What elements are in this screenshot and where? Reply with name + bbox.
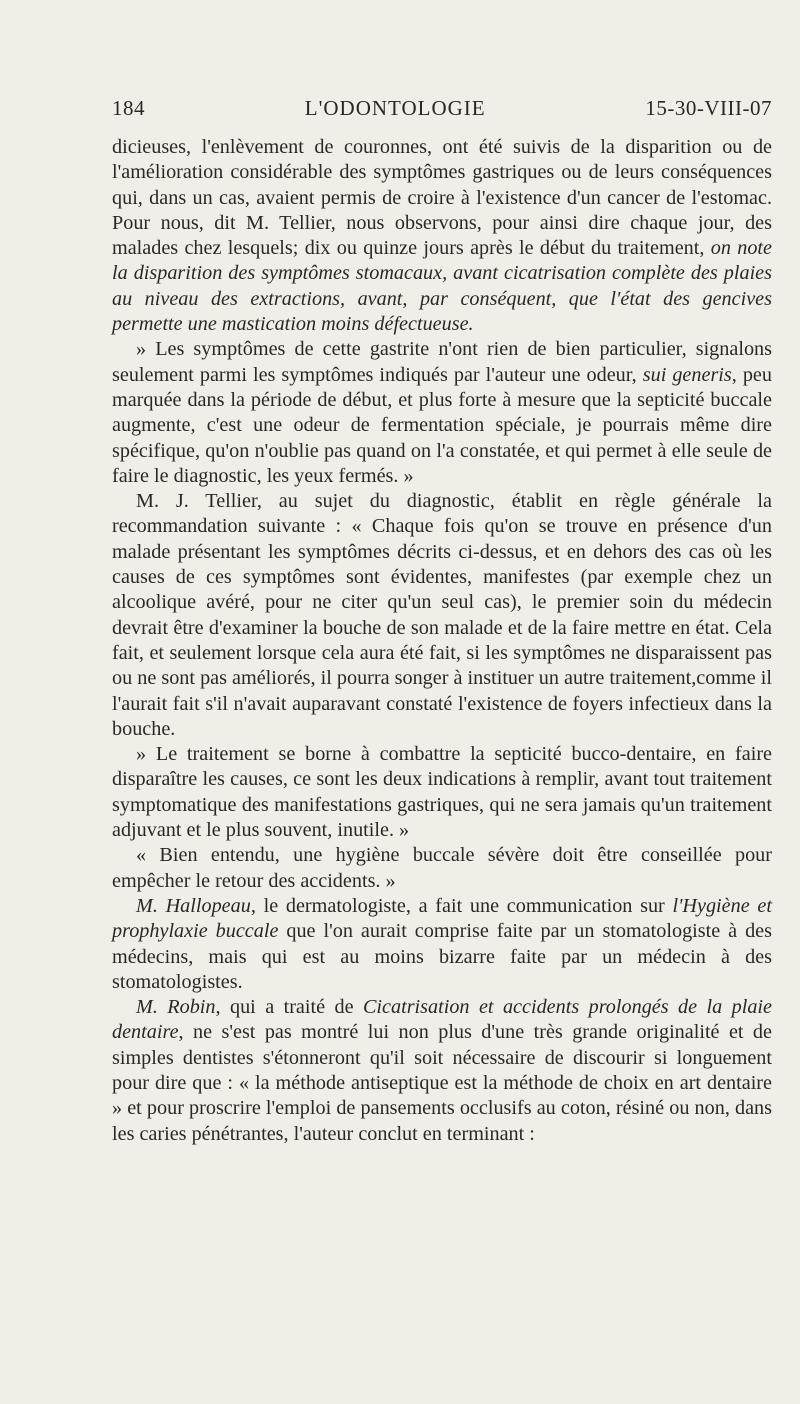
- text-run: , le dermatologiste, a fait une communication sur: [250, 894, 673, 917]
- issue-date: 15-30-VIII-07: [645, 96, 772, 120]
- text-run: » Le traitement se borne à combattre la septicité bucco-dentaire, en faire disparaître les causes, ce sont les deux indications à remplir, avant tout traitement symptomatique des manifestations gastriques, qui ne sera jamais qu'un traitement adjuvant et le plus souvent, inutile. »: [112, 743, 772, 842]
- text-run-italic: sui generis: [642, 363, 732, 386]
- paragraph: [112, 742, 772, 843]
- running-header: [112, 96, 772, 121]
- journal-title: L'ODONTOLOGIE: [304, 96, 486, 120]
- paragraph: [112, 894, 772, 995]
- text-run-italic: l'Hygiène et prophylaxie buccale: [112, 894, 772, 943]
- paragraph: [112, 337, 772, 489]
- page-number: 184: [112, 96, 145, 120]
- text-run: , peu marquée dans la période de début, et plus forte à mesure que la septicité buccale augmente, c'est une odeur de fermentation spéciale, je pourrais même dire spécifique, qu'on n'oublie pas quand on l'a constatée, et qui permet à elle seule de faire le diagnostic, les yeux fermés. »: [112, 363, 772, 487]
- text-run: » Les symptômes de cette gastrite n'ont rien de bien particulier, signalons seulement parmi les symptômes indiqués par l'auteur une odeur,: [112, 338, 772, 386]
- text-run: « Bien entendu, une hygiène buccale sévère doit être conseillée pour empêcher le retour des accidents. »: [112, 844, 772, 892]
- text-run: , ne s'est pas montré lui non plus d'une très grande originalité et de simples dentistes s'étonneront qu'il soit nécessaire de discourir si longuement pour dire que : « la méthode antiseptique est la méthode de choix en art dentaire » et pour proscrire l'emploi de pansements occlusifs au coton, résiné ou non, dans les caries pénétrantes, l'auteur conclut en terminant :: [112, 1021, 772, 1145]
- text-run: que l'on aurait comprise faite par un stomatologiste à des médecins, mais qui est au moins bizarre faite par un médecin à des stomatologistes.: [112, 920, 772, 993]
- paragraph: [112, 135, 772, 337]
- text-run-italic: M. Robin: [136, 996, 216, 1019]
- text-run: M. J. Tellier, au sujet du diagnostic, établit en règle générale la recommandation suivante : « Chaque fois qu'on se trouve en présence d'un malade présentant les symptômes décrits ci-dessus, et en dehors des cas où les causes de ces symptômes sont évidentes, manifestes (par exemple chez un alcoolique avéré, pour ne citer qu'un seul cas), le premier soin du médecin devrait être d'examiner la bouche de son malade et de la faire mettre en état. Cela fait, et seulement lorsque cela aura été fait, si les symptômes ne disparaissent pas ou ne sont pas améliorés, il pourra songer à instituer un autre traitement,comme il l'aurait fait s'il n'avait auparavant constaté l'existence de foyers infectieux dans la bouche.: [112, 490, 772, 740]
- body-text: [112, 135, 772, 1147]
- paragraph: [112, 995, 772, 1147]
- text-run-italic: on note la disparition des symptômes stomacaux, avant cicatrisation complète des plaies au niveau des extractions, avant, par conséquent, que l'état des gencives permette une mastication moins défectueuse.: [112, 237, 772, 336]
- text-run-italic: Cicatrisation et accidents prolongés de la plaie dentaire: [112, 996, 772, 1044]
- text-run-italic: M. Hallopeau: [136, 894, 251, 917]
- text-run: dicieuses, l'enlèvement de couronnes, ont été suivis de la disparition ou de l'amélioration considérable des symptômes gastriques ou de leurs conséquences qui, dans un cas, avaient permis de croire à l'existence d'un cancer de l'estomac. Pour nous, dit M. Tellier, nous observons, pour ainsi dire chaque jour, des malades chez lesquels; dix ou quinze jours après le début du traitement,: [112, 136, 772, 260]
- paragraph: [112, 843, 772, 894]
- paragraph: [112, 489, 772, 742]
- text-run: , qui a traité de: [215, 996, 363, 1019]
